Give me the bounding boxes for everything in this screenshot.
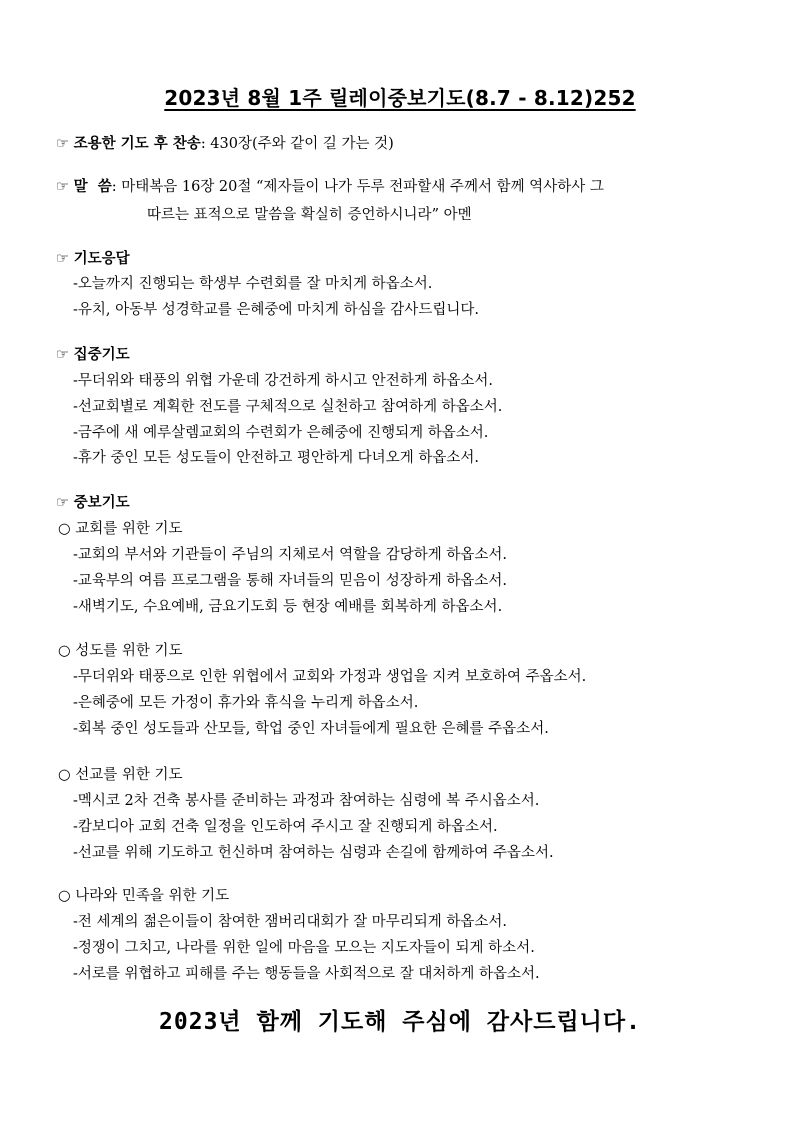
answered-item: -유치, 아동부 성경학교를 은혜중에 마치게 하심을 감사드립니다. xyxy=(73,302,479,318)
circle-bullet-icon: ○ xyxy=(58,521,71,537)
focus-heading-line xyxy=(56,343,130,364)
circle-bullet-icon: ○ xyxy=(58,643,71,659)
pointing-hand-icon: ☞ xyxy=(56,136,69,152)
saints-prayer-item: -은혜중에 모든 가정이 휴가와 휴식을 누리게 하옵소서. xyxy=(73,695,419,711)
answered-heading: 기도응답 xyxy=(73,251,130,267)
focus-item: -선교회별로 계획한 전도를 구체적으로 실천하고 참여하게 하옵소서. xyxy=(73,399,503,415)
saints-prayer-item: -무더위와 태풍으로 인한 위협에서 교회와 가정과 생업을 지켜 보호하여 주옵소서. xyxy=(73,669,587,685)
mission-prayer-heading: ○ 선교를 위한 기도 xyxy=(58,767,183,783)
pointing-hand-icon: ☞ xyxy=(56,179,69,195)
church-prayer-item: -새벽기도, 수요예배, 금요기도회 등 현장 예배를 회복하게 하옵소서. xyxy=(73,599,503,615)
mission-prayer-item: -선교를 위해 기도하고 헌신하며 참여하는 심령과 손길에 함께하여 주옵소서. xyxy=(73,845,554,861)
word-line xyxy=(56,175,604,196)
focus-item: -휴가 중인 모든 성도들이 안전하고 평안하게 다녀오게 하옵소서. xyxy=(73,450,479,466)
hymn-label: 조용한 기도 후 찬송 xyxy=(73,136,201,152)
nation-prayer-item: -서로를 위협하고 피해를 주는 행동들을 사회적으로 잘 대처하게 하옵소서. xyxy=(73,966,540,982)
pointing-hand-icon: ☞ xyxy=(56,251,69,267)
nation-prayer-heading: ○ 나라와 민족을 위한 기도 xyxy=(58,888,230,904)
thanks-footer: 2023년 함께 기도해 주심에 감사드립니다. xyxy=(159,1009,641,1035)
circle-bullet-icon: ○ xyxy=(58,888,71,904)
word-label: 말 씀 xyxy=(73,179,112,195)
church-prayer-item: -교육부의 여름 프로그램을 통해 자녀들의 믿음이 성장하게 하옵소서. xyxy=(73,573,507,589)
document-title: 2023년 8월 1주 릴레이중보기도(8.7 - 8.12)252 xyxy=(164,86,636,110)
mission-prayer-item: -멕시코 2차 건축 봉사를 준비하는 과정과 참여하는 심령에 복 주시옵소서. xyxy=(73,793,540,809)
saints-prayer-item: -회복 중인 성도들과 산모들, 학업 중인 자녀들에게 필요한 은혜를 주옵소서. xyxy=(73,721,549,737)
church-prayer-item: -교회의 부서와 기관들이 주님의 지체로서 역할을 감당하게 하옵소서. xyxy=(73,547,507,563)
word-text: : 마태복음 16장 20절 “제자들이 나가 두루 전파할새 주께서 함께 역사하사 그 xyxy=(111,179,604,195)
nation-prayer-item: -전 세계의 젊은이들이 참여한 잼버리대회가 잘 마무리되게 하옵소서. xyxy=(73,914,507,930)
saints-prayer-heading: ○ 성도를 위한 기도 xyxy=(58,643,183,659)
mission-prayer-item: -캄보디아 교회 건축 일정을 인도하여 주시고 잘 진행되게 하옵소서. xyxy=(73,819,498,835)
focus-heading: 집중기도 xyxy=(73,347,130,363)
word-text-continued: 따르는 표적으로 말씀을 확실히 증언하시니라” 아멘 xyxy=(147,207,472,223)
circle-bullet-icon: ○ xyxy=(58,767,71,783)
intercession-heading: 중보기도 xyxy=(73,495,130,511)
pointing-hand-icon: ☞ xyxy=(56,347,69,363)
nation-prayer-item: -정쟁이 그치고, 나라를 위한 일에 마음을 모으는 지도자들이 되게 하소서. xyxy=(73,940,535,956)
intercession-heading-line xyxy=(56,491,130,512)
hymn-line xyxy=(56,132,394,153)
church-prayer-heading: ○ 교회를 위한 기도 xyxy=(58,521,183,537)
focus-item: -무더위와 태풍의 위협 가운데 강건하게 하시고 안전하게 하옵소서. xyxy=(73,373,493,389)
answered-item: -오늘까지 진행되는 학생부 수련회를 잘 마치게 하옵소서. xyxy=(73,276,433,292)
hymn-text: : 430장(주와 같이 길 가는 것) xyxy=(200,136,394,152)
focus-item: -금주에 새 예루살렘교회의 수련회가 은혜중에 진행되게 하옵소서. xyxy=(73,425,489,441)
pointing-hand-icon: ☞ xyxy=(56,495,69,511)
answered-heading-line xyxy=(56,247,130,268)
